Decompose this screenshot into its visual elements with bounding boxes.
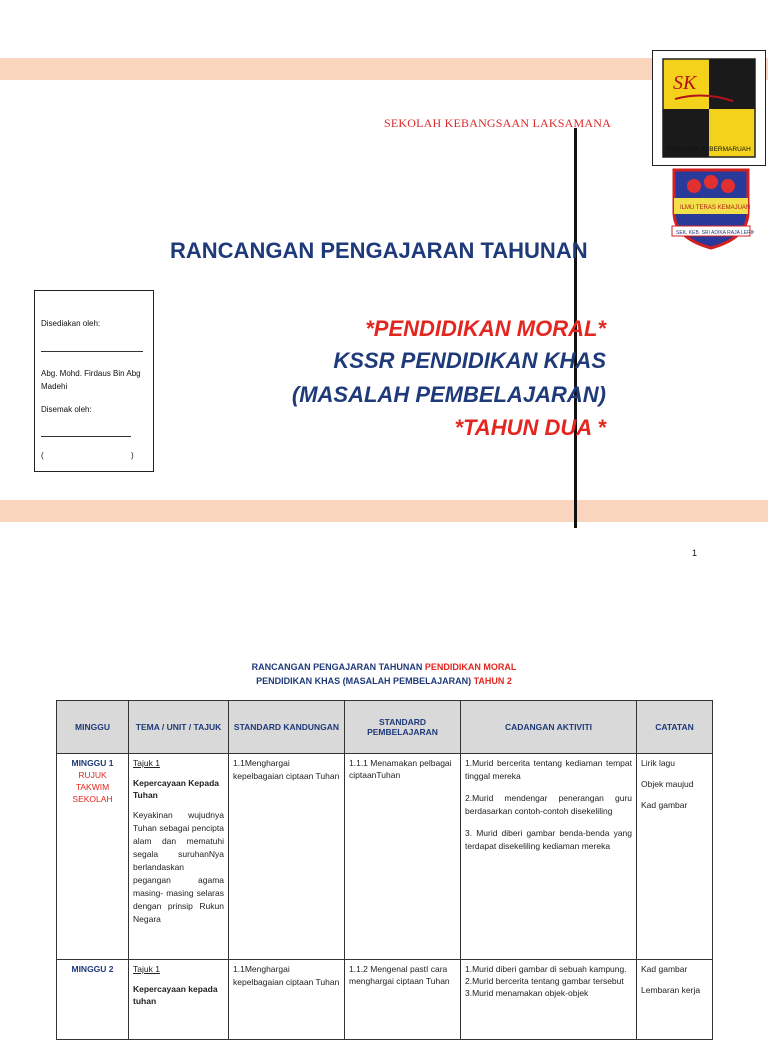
topic-label: Tajuk 1 [133, 758, 160, 768]
content-standard: 1.1Menghargai kepelbagaian ciptaan Tuhan [233, 758, 340, 781]
bracket-close: ) [131, 451, 134, 460]
notes-cell [637, 754, 713, 960]
week-cell [57, 754, 129, 960]
topic-description: Keyakinan wujudnya Tuhan sebagai pencipta alam dan mematuhi segala suruhanNya berlandaskan pegangan agama masing- masing selaras dengan prinsip Rukun Negara [133, 810, 224, 924]
activity-item: 2.Murid bercerita tentang gambar tersebut [465, 976, 624, 986]
logo-motto-text: BERDISIPLIN BERMARUAH [667, 146, 751, 153]
notes-cell [637, 960, 713, 1040]
header-standard-kandungan: STANDARD KANDUNGAN [229, 701, 345, 754]
table-row [57, 754, 713, 960]
page2-title-line1 [0, 662, 768, 672]
content-standard: 1.1Menghargai kepelbagaian ciptaan Tuhan [233, 964, 340, 987]
activity-cell [461, 754, 637, 960]
page-number: 1 [692, 548, 698, 558]
bracket-open: ( [41, 451, 44, 460]
checked-by-label: Disemak oleh: [41, 405, 92, 414]
document-title: RANCANGAN PENGAJARAN TAHUNAN [170, 238, 588, 263]
school-crest-logo [668, 166, 754, 250]
learning-standard-cell [345, 960, 461, 1040]
subject-line-category: (MASALAH PEMBELAJARAN) [291, 382, 606, 407]
table-header-row [57, 701, 713, 754]
page2-title-year: TAHUN 2 [473, 676, 512, 686]
prepared-by-label: Disediakan oleh: [41, 319, 101, 328]
lesson-plan-table [56, 700, 713, 1040]
activity-item: 1.Murid bercerita tentang kediaman tempat tinggal mereka [465, 758, 632, 781]
note-item: Lirik lagu [641, 758, 676, 768]
crest-motto-text: ILMU TERAS KEMAJUAN [680, 205, 751, 211]
week-label: MINGGU 2 [71, 964, 114, 974]
header-catatan: CATATAN [637, 701, 713, 754]
header-minggu: MINGGU [57, 701, 129, 754]
activity-item: 3.Murid menamakan objek-objek [465, 988, 589, 998]
subject-line-year: *TAHUN DUA * [454, 415, 606, 440]
subject-line-kssr: KSSR PENDIDIKAN KHAS [333, 348, 606, 373]
signature-line-checker [41, 436, 131, 437]
note-item: Objek maujud [641, 779, 694, 789]
page2-title-subject: PENDIDIKAN MORAL [424, 662, 517, 672]
preparer-name: Abg. Mohd. Firdaus Bin Abg Madehi [41, 369, 141, 391]
topic-cell [129, 754, 229, 960]
header-standard-pembelajaran: STANDARD PEMBELAJARAN [345, 701, 461, 754]
week-cell [57, 960, 129, 1040]
vertical-divider-line-lower [574, 500, 577, 528]
school-name: SEKOLAH KEBANGSAAN LAKSAMANA [384, 116, 611, 130]
content-standard-cell [229, 754, 345, 960]
activity-item: 1.Murid diberi gambar di sebuah kampung. [465, 964, 627, 974]
page2-title-line2 [0, 676, 768, 686]
crest-banner-text: SEK. KEB. SRI ADIKA RAJA LERIK [676, 230, 754, 236]
table-row [57, 960, 713, 1040]
vertical-divider-line [574, 128, 577, 500]
learning-standard: 1.1.2 Mengenal pastI cara menghargai ciptaan Tuhan [349, 964, 450, 986]
activity-item: 3. Murid diberi gambar benda-benda yang terdapat disekeliling kediaman mereka [465, 828, 632, 851]
page2-title-part-c: PENDIDIKAN KHAS (MASALAH PEMBELAJARAN) [256, 676, 474, 686]
page2-title-part-a: RANCANGAN PENGAJARAN TAHUNAN [251, 662, 425, 672]
header-tema: TEMA / UNIT / TAJUK [129, 701, 229, 754]
signature-line-preparer [41, 351, 143, 352]
week-label: MINGGU 1 [71, 758, 114, 768]
note-item: Kad gambar [641, 964, 688, 974]
note-item: Kad gambar [641, 800, 688, 810]
header-cadangan-aktiviti: CADANGAN AKTIVITI [461, 701, 637, 754]
activity-cell [461, 960, 637, 1040]
logo-sk-text: SK [673, 72, 697, 94]
topic-cell [129, 960, 229, 1040]
content-standard-cell [229, 960, 345, 1040]
school-logo-sk [652, 50, 766, 166]
prepared-by-box [34, 290, 154, 472]
topic-title: Kepercayaan kepada tuhan [133, 984, 218, 1006]
topic-title: Kepercayaan Kepada Tuhan [133, 778, 219, 800]
week-reference: RUJUK TAKWIM SEKOLAH [72, 770, 113, 804]
learning-standard-cell [345, 754, 461, 960]
subject-line-moral: *PENDIDIKAN MORAL* [365, 316, 606, 341]
note-item: Lembaran kerja [641, 985, 701, 995]
activity-item: 2.Murid mendengar penerangan guru berdasarkan contoh-contoh disekeliling [465, 793, 632, 816]
topic-label: Tajuk 1 [133, 964, 160, 974]
learning-standard: 1.1.1 Menamakan pelbagai ciptaanTuhan [349, 758, 452, 780]
bottom-decorative-band [0, 500, 768, 522]
